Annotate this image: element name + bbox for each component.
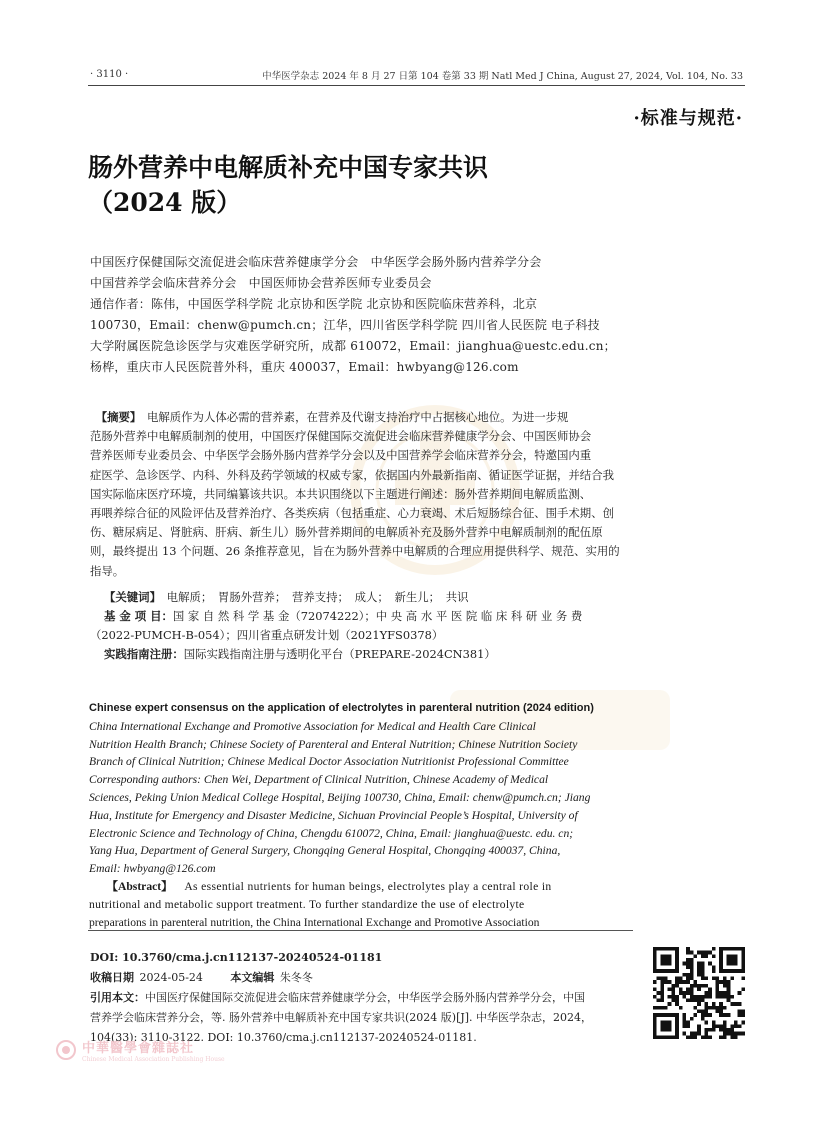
abstract-text: 电解质作为人体必需的营养素，在营养及代谢支持治疗中占据核心地位。为进一步规 <box>146 410 569 424</box>
citation-line: 104(33): 3110-3122. DOI: 10.3760/cma.j.cn112137-20240524-01181. <box>90 1031 477 1044</box>
abstract-line: 国实际临床医疗环境，共同编纂该共识。本共识围绕以下主题进行阐述：肠外营养期间电解质监测、 <box>90 486 592 501</box>
keywords-block <box>90 588 744 664</box>
english-affiliation-line: Nutrition Health Branch; Chinese Society of Parenteral and Enteral Nutrition; Chinese Nutrition Society <box>89 737 578 751</box>
publisher-logo-icon <box>56 1040 76 1060</box>
editor-label: 本文编辑 <box>230 971 275 984</box>
citation-label: 引用本文： <box>90 991 145 1004</box>
article-footer <box>90 948 635 1048</box>
footer-divider <box>88 930 633 931</box>
publisher-name-en: Chinese Medical Association Publishing House <box>82 1056 225 1063</box>
received-label: 收稿日期 <box>90 971 134 984</box>
author-line: 中国营养学会临床营养分会 中国医师协会营养医师专业委员会 <box>90 276 432 290</box>
english-affiliation-line: Yang Hua, Department of General Surgery, Chongqing General Hospital, Chongqing 400037, China, <box>89 844 561 858</box>
author-line: 100730，Email：chenw@pumch.cn；江华，四川省医学科学院 四川省人民医院 电子科技 <box>90 318 600 332</box>
abstract-line: 则，最终提出 13 个问题、26 条推荐意见，旨在为肠外营养中电解质的合理应用提供科学、规范、实用的 <box>90 544 620 559</box>
english-abstract-text: As essential nutrients for human beings, electrolytes play a central role in <box>184 879 552 893</box>
author-affiliations-cn <box>90 252 750 378</box>
abstract-line: 营养医师专业委员会、中华医学会肠外肠内营养学分会以及中国营养学会临床营养分会，特邀国内重 <box>90 448 592 463</box>
keywords-text: 电解质； 胃肠外营养； 营养支持； 成人； 新生儿； 共识 <box>166 590 469 604</box>
received-editor-line <box>90 968 635 988</box>
abstract-label: 【摘要】 <box>101 410 142 424</box>
publisher-mark <box>82 1037 225 1063</box>
english-affiliation-line: Hua, Institute for Emergency and Disaster Medicine, Sichuan Provincial People’s Hospital, University of <box>89 808 578 822</box>
qr-code[interactable] <box>653 947 745 1039</box>
funding-text: 国 家 自 然 科 学 基 金（72074222）；中 央 高 水 平 医 院 临 床 科 研 业 务 费 <box>172 609 583 623</box>
english-abstract-line <box>89 878 745 896</box>
abstract-line: 伤、糖尿病足、肾脏病、肝病、新生儿）肠外营养期间的电解质补充及肠外营养中电解质制剂的配伍原 <box>90 525 603 540</box>
registration-line <box>104 645 744 664</box>
registration-label: 实践指南注册： <box>104 647 184 661</box>
registration-text: 国际实践指南注册与透明化平台（PREPARE-2024CN381） <box>183 647 496 661</box>
abstract-line: 指导。 <box>90 563 125 578</box>
keywords-line <box>104 588 744 607</box>
english-affiliation-line: Corresponding authors: Chen Wei, Department of Clinical Nutrition, Chinese Academy of Medical <box>89 773 549 787</box>
author-line: 通信作者：陈伟，中国医学科学院 北京协和医学院 北京协和医院临床营养科，北京 <box>90 297 538 311</box>
funding-line <box>104 607 744 626</box>
english-abstract-label: 【Abstract】 <box>106 879 173 893</box>
funding-line-2: （2022-PUMCH-B-054）；四川省重点研发计划（2021YFS0378） <box>90 628 444 642</box>
funding-label: 基 金 项 目： <box>104 609 173 623</box>
title-line-1: 肠外营养中电解质补充中国专家共识 <box>88 153 489 182</box>
abstract-line <box>90 408 744 427</box>
journal-running-header: 中华医学杂志 2024 年 8 月 27 日第 104 卷第 33 期 Natl Med J China, August 27, 2024, Vol. 104, No. 33 <box>262 71 743 82</box>
editor-name: 朱冬冬 <box>279 971 313 984</box>
abstract-cn <box>90 408 744 581</box>
english-affiliation-line: Sciences, Peking Union Medical College Hospital, Beijing 100730, China, Email: chenw@pumch.cn; Jiang <box>89 790 591 804</box>
english-affiliation-line: Email: hwbyang@126.com <box>89 862 216 876</box>
publisher-name: 中華醫學會雜誌社 <box>82 1041 195 1056</box>
page-number: · 3110 · <box>90 69 129 80</box>
author-line: 中国医疗保健国际交流促进会临床营养健康学分会 中华医学会肠外肠内营养学分会 <box>90 255 542 269</box>
author-line: 大学附属医院急诊医学与灾难医学研究所，成都 610072，Email：jianghua@uestc.edu.cn； <box>90 339 616 353</box>
english-affiliation-line: Electronic Science and Technology of China, Chengdu 610072, China, Email: jianghua@uestc. edu. cn; <box>89 826 574 840</box>
column-label: ·标准与规范· <box>633 108 743 129</box>
english-affiliation-line: China International Exchange and Promotive Association for Medical and Health Care Clinical <box>89 719 536 733</box>
title-line-2: （2024 版） <box>88 188 242 217</box>
header-divider <box>88 85 745 86</box>
doi: DOI: 10.3760/cma.j.cn112137-20240524-01181 <box>90 951 383 964</box>
abstract-line: 症医学、急诊医学、内科、外科及药学领域的权威专家，依据国内外最新指南、循证医学证据，并结合我 <box>90 467 614 482</box>
author-line: 杨桦，重庆市人民医院普外科，重庆 400037，Email：hwbyang@126.com <box>90 360 519 374</box>
citation-text: 中国医疗保健国际交流促进会临床营养健康学分会，中华医学会肠外肠内营养学分会，中国 <box>145 991 585 1004</box>
english-affiliation-line: Branch of Clinical Nutrition; Chinese Medical Doctor Association Nutritionist Professional Committee <box>89 755 569 769</box>
article-title <box>88 150 688 220</box>
citation-line: 营养学会临床营养分会，等. 肠外营养中电解质补充中国专家共识(2024 版)[J]. 中华医学杂志，2024， <box>90 1011 593 1024</box>
citation-line <box>90 988 635 1008</box>
english-abstract-line: nutritional and metabolic support treatment. To further standardize the use of electrolyte <box>89 897 525 911</box>
keywords-label: 【关键词】 <box>104 590 161 604</box>
english-title: Chinese expert consensus on the application of electrolytes in parenteral nutrition (2024 edition) <box>89 702 594 714</box>
abstract-line: 再喂养综合征的风险评估及营养治疗、各类疾病（包括重症、心力衰竭、术后短肠综合征、围手术期、创 <box>90 506 614 521</box>
abstract-line: 范肠外营养中电解质制剂的使用，中国医疗保健国际交流促进会临床营养健康学分会、中国医师协会 <box>90 429 592 444</box>
received-date: 2024-05-24 <box>139 971 203 984</box>
english-abstract-line: preparations in parenteral nutrition, the China International Exchange and Promotive Association <box>89 915 540 929</box>
english-abstract-block <box>89 700 745 931</box>
